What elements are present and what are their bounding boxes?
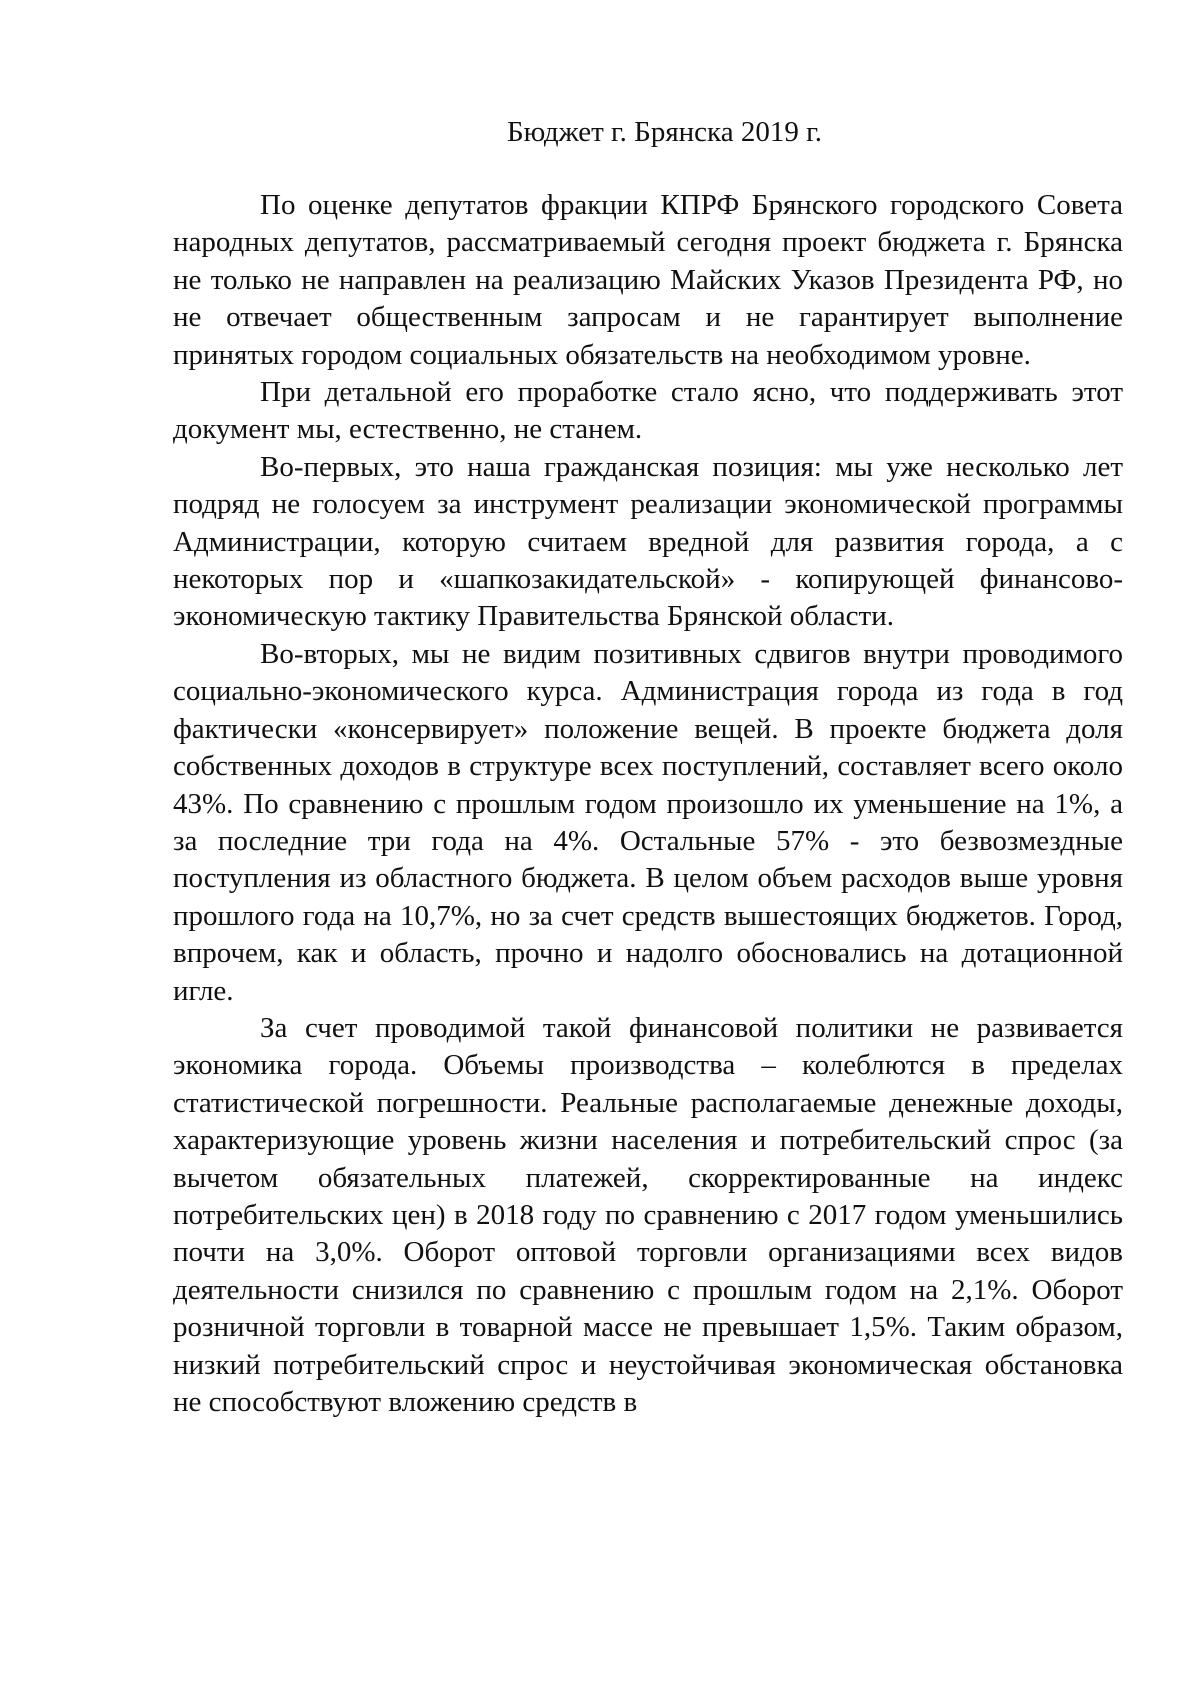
paragraph-3: Во-первых, это наша гражданская позиция: мы уже несколько лет подряд не голосуем за инструмент реализации экономической программы Администрации, которую считаем вредной для развития города, а с некоторых пор и «шапкозакидательской» - копирующей финансово-экономическую тактику Правительства Брянской области.	[173, 450, 1123, 633]
paragraph-4: Во-вторых, мы не видим позитивных сдвигов внутри проводимого социально-экономического курса. Администрация города из года в год фактически «консервирует» положение вещей. В проекте бюджета доля собственных доходов в структуре всех поступлений, составляет всего около 43%. По сравнению с прошлым годом произошло их уменьшение на 1%, а за последние три года на 4%. Остальные 57% - это безвозмездные поступления из областного бюджета. В целом объем расходов выше уровня прошлого года на 10,7%, но за счет средств вышестоящих бюджетов. Город, впрочем, как и область, прочно и надолго обосновались на дотационной игле.	[173, 637, 1123, 1007]
document-body	[173, 187, 1123, 1421]
paragraph-5: За счет проводимой такой финансовой политики не развивается экономика города. Объемы производства – колеблются в пределах статистической погрешности. Реальные располагаемые денежные доходы, характеризующие уровень жизни населения и потребительский спрос (за вычетом обязательных платежей, скорректированные на индекс потребительских цен) в 2018 году по сравнению с 2017 годом уменьшились почти на 3,0%. Оборот оптовой торговли организациями всех видов деятельности снизился по сравнению с прошлым годом на 2,1%. Оборот розничной торговли в товарной массе не превышает 1,5%. Таким образом, низкий потребительский спрос и неустойчивая экономическая обстановка не способствуют вложению средств в	[173, 1011, 1123, 1418]
paragraph-1: По оценке депутатов фракции КПРФ Брянского городского Совета народных депутатов, рассматриваемый сегодня проект бюджета г. Брянска не только не направлен на реализацию Майских Указов Президента РФ, но не отвечает общественным запросам и не гарантирует выполнение принятых городом социальных обязательств на необходимом уровне.	[173, 189, 1123, 371]
document-title: Бюджет г. Брянска 2019 г.	[507, 116, 822, 148]
paragraph-2: При детальной его проработке стало ясно, что поддерживать этот документ мы, естественно, не станем.	[173, 376, 1123, 446]
